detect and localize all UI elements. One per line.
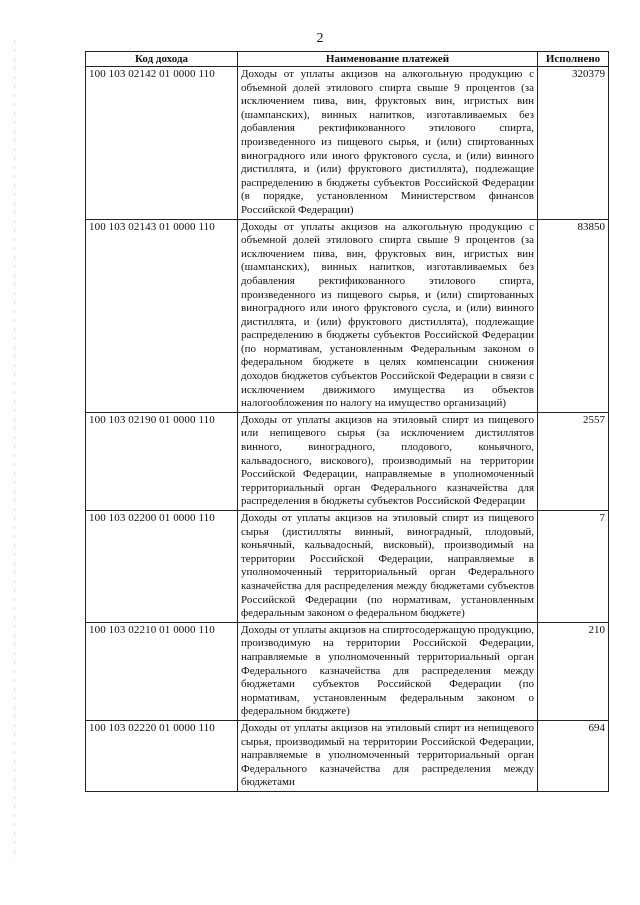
table-row xyxy=(86,622,609,720)
header-name: Наименование платежей xyxy=(238,52,538,67)
payment-name: Доходы от уплаты акцизов на этиловый спирт из пищевого или непищевого сырья (за исключением дистиллятов винного, виноградного, плодового, коньячного, кальвадосного, вискового), производимый на территории Российской Федерации, направляемые в уполномоченный территориальный орган Федерального казначейства для распределения в бюджеты субъектов Российской Федерации xyxy=(238,412,538,510)
amount-executed: 694 xyxy=(538,720,609,791)
revenue-code: 100 103 02200 01 0000 110 xyxy=(86,511,238,623)
header-code: Код дохода xyxy=(86,52,238,67)
page-number: 2 xyxy=(316,31,324,46)
revenue-code: 100 103 02142 01 0000 110 xyxy=(86,67,238,220)
payment-name: Доходы от уплаты акцизов на этиловый спирт из пищевого сырья (дистилляты винный, виноградный, плодовый, коньячный, кальвадосный, висковый), производимый на территории Российской Федерации, направляемые в уполномоченный территориальный орган Федерального казначейства для распределения между бюджетами субъектов Российской Федерации (по нормативам, установленным федеральным законом о федеральном бюджете) xyxy=(238,511,538,623)
payment-name: Доходы от уплаты акцизов на спиртосодержащую продукцию, производимую на территории Российской Федерации, направляемые в уполномоченный территориальный орган Федерального казначейства для распределения между бюджетами субъектов Российской Федерации (по нормативам, установленным федеральным законом о федеральном бюджете) xyxy=(238,622,538,720)
revenue-code: 100 103 02190 01 0000 110 xyxy=(86,412,238,510)
amount-executed: 210 xyxy=(538,622,609,720)
scan-edge-artifact xyxy=(14,40,15,860)
amount-executed: 320379 xyxy=(538,67,609,220)
table-row xyxy=(86,720,609,791)
table-header-row xyxy=(86,52,609,67)
payment-name: Доходы от уплаты акцизов на этиловый спирт из непищевого сырья, производимый на территории Российской Федерации, направляемые в уполномоченный территориальный орган Федерального казначейства для распределения между бюджетами xyxy=(238,720,538,791)
table-row xyxy=(86,412,609,510)
table-row xyxy=(86,67,609,220)
payment-name: Доходы от уплаты акцизов на алкогольную продукцию с объемной долей этилового спирта свыше 9 процентов (за исключением пива, вин, фруктовых вин, игристых вин (шампанских), винных напитков, изготавливаемых без добавления ректификованного этилового спирта, произведенного из пищевого сырья, и (или) спиртованных виноградного или иного фруктового сусла, и (или) винного дистиллята, и (или) фруктового дистиллята), подлежащие распределению в бюджеты субъектов Российской Федерации (в порядке, установленном Министерством финансов Российской Федерации) xyxy=(238,67,538,220)
amount-executed: 2557 xyxy=(538,412,609,510)
revenue-code: 100 103 02210 01 0000 110 xyxy=(86,622,238,720)
header-amount: Исполнено xyxy=(538,52,609,67)
revenue-code: 100 103 02220 01 0000 110 xyxy=(86,720,238,791)
revenue-table xyxy=(85,51,609,792)
payment-name: Доходы от уплаты акцизов на алкогольную продукцию с объемной долей этилового спирта свыше 9 процентов (за исключением пива, вин, фруктовых вин, игристых вин (шампанских), винных напитков, изготавливаемых без добавления ректификованного этилового спирта, произведенного из пищевого сырья, и (или) спиртованных виноградного или иного фруктового сусла, и (или) винного дистиллята, и (или) фруктового дистиллята), подлежащие распределению в бюджеты субъектов Российской Федерации (по нормативам, установленным Федеральным законом о федеральном бюджете в целях компенсации снижения доходов бюджетов субъектов Российской Федерации в связи с исключением движимого имущества из объектов налогообложения по налогу на имущество организаций) xyxy=(238,219,538,412)
amount-executed: 83850 xyxy=(538,219,609,412)
table-row xyxy=(86,219,609,412)
revenue-code: 100 103 02143 01 0000 110 xyxy=(86,219,238,412)
table-row xyxy=(86,511,609,623)
amount-executed: 7 xyxy=(538,511,609,623)
